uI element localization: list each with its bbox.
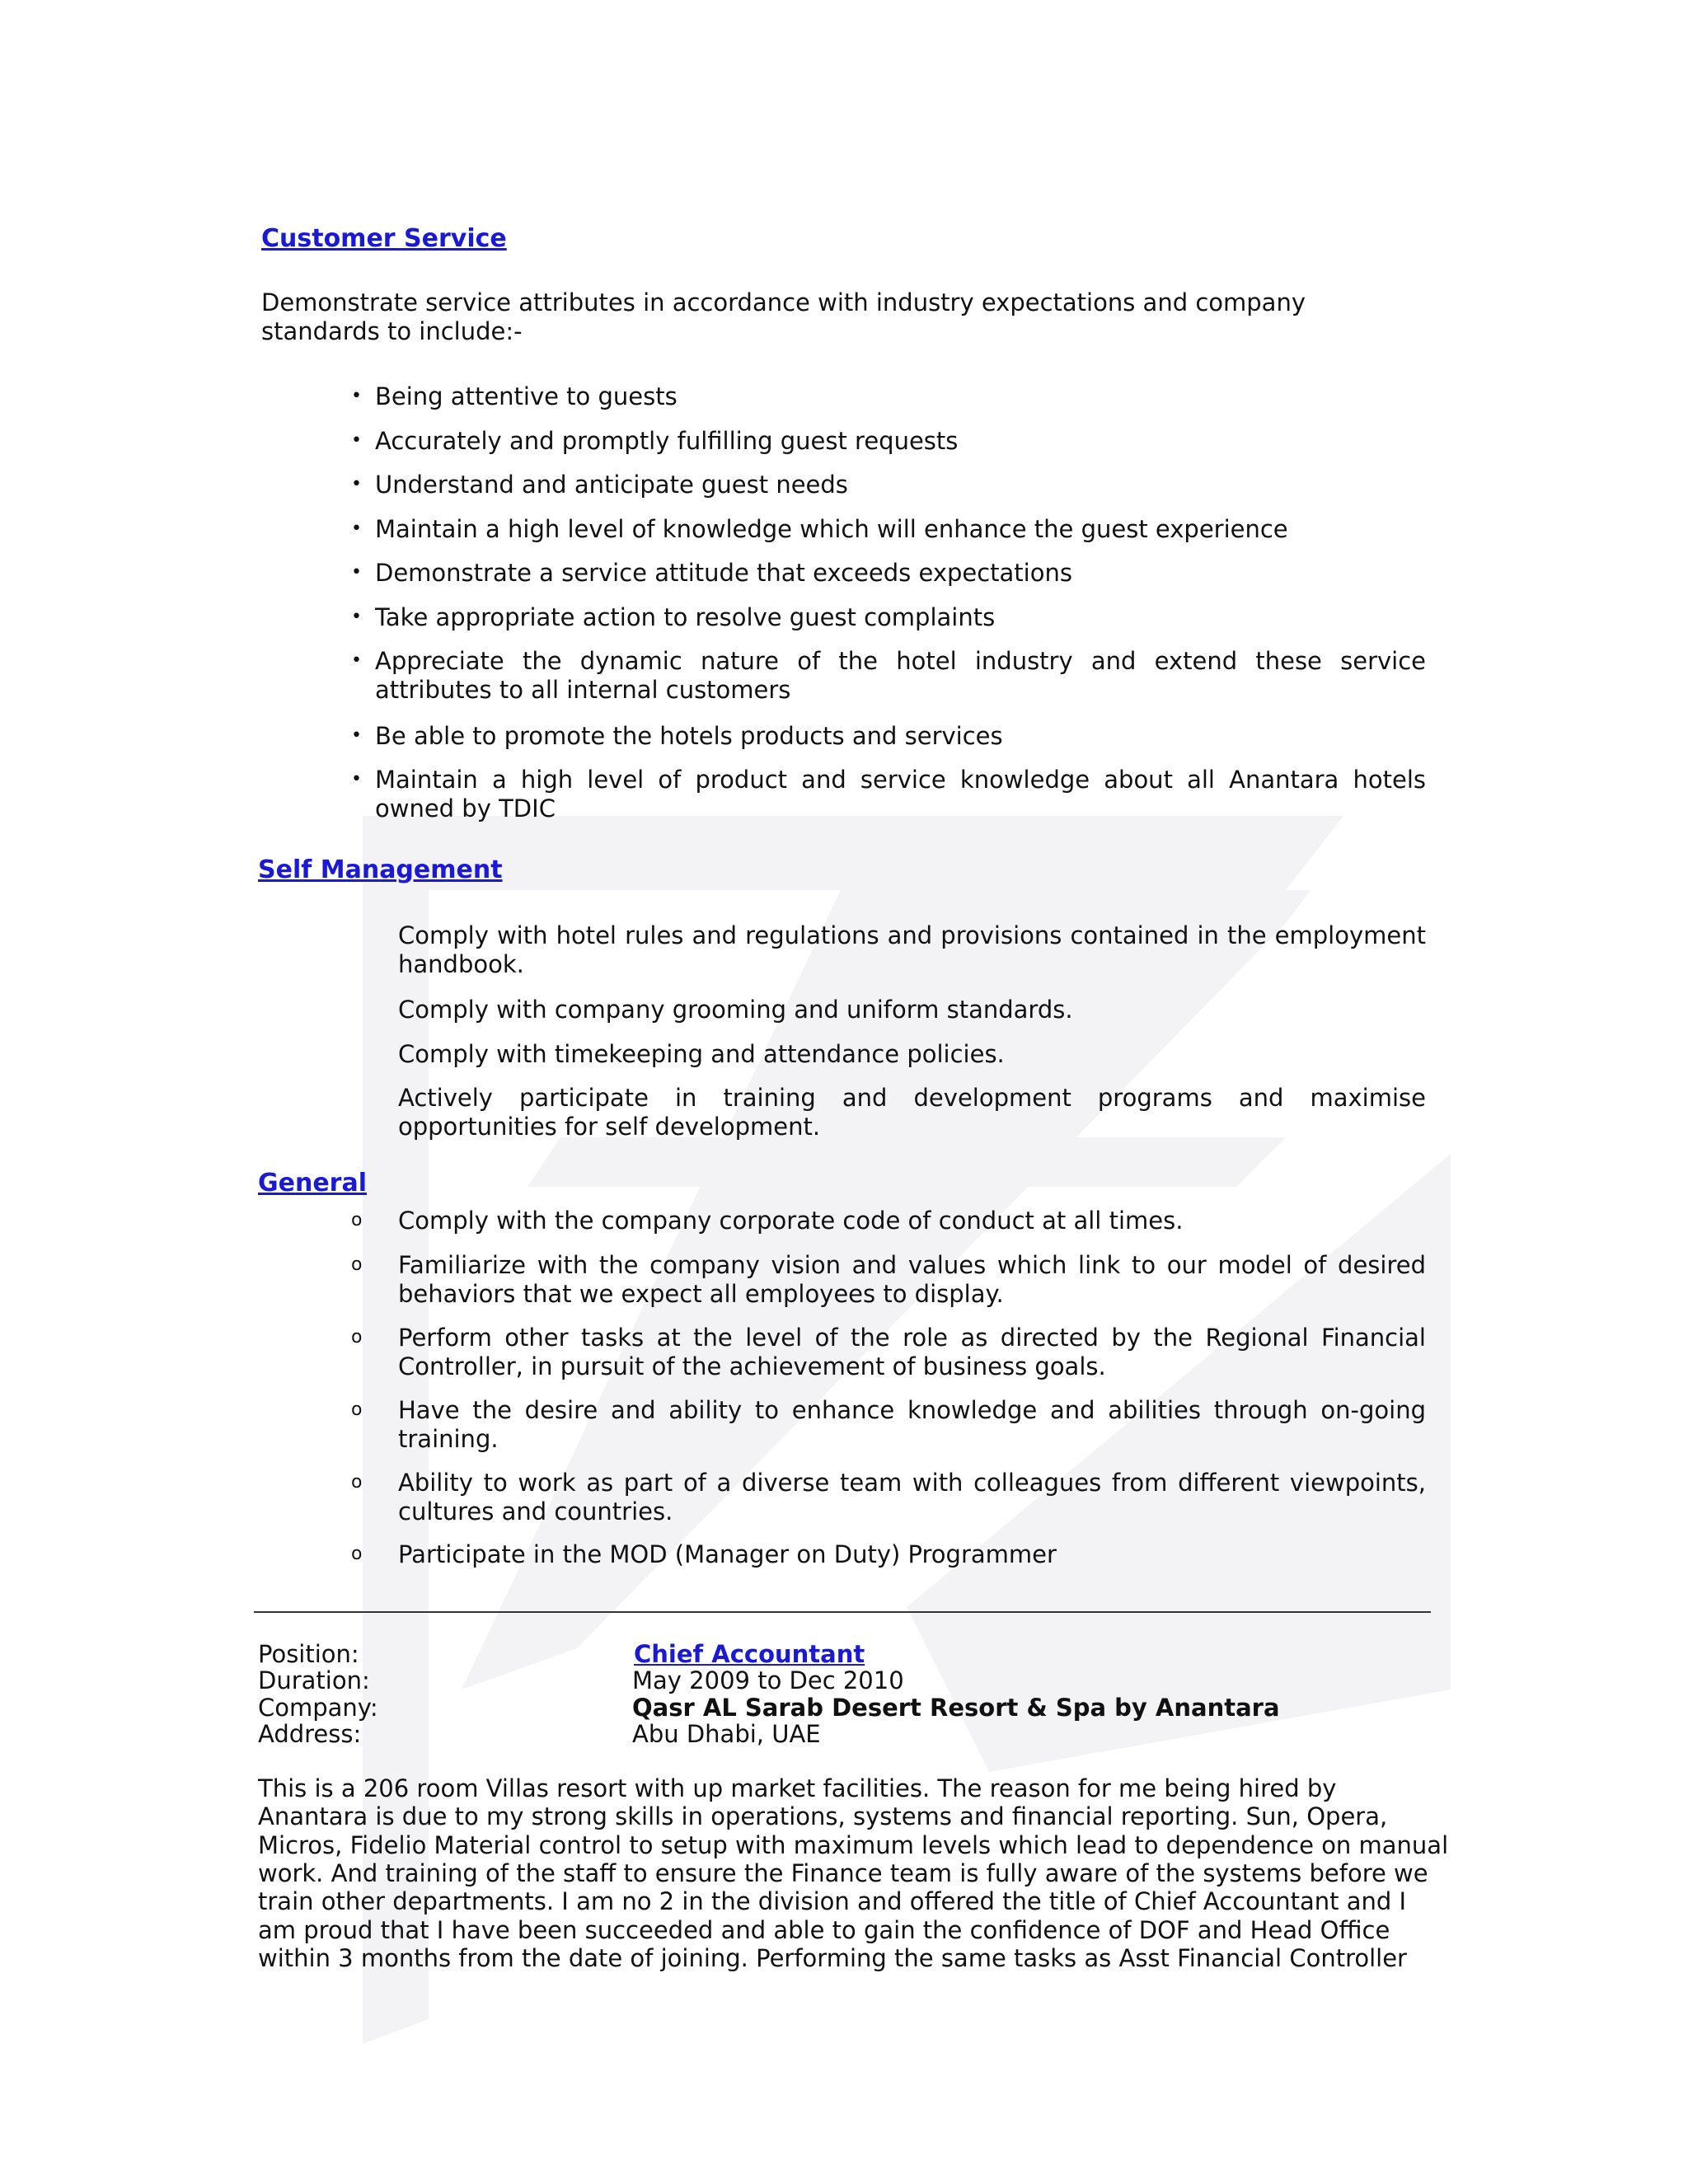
duration-value: May 2009 to Dec 2010 bbox=[632, 1666, 904, 1694]
customer-service-item-text: Appreciate the dynamic nature of the hotel industry and extend these service attributes to all internal customers bbox=[375, 647, 1426, 704]
self-management-item-text: Comply with timekeeping and attendance policies. bbox=[398, 1040, 1005, 1068]
bullet-marker: o bbox=[351, 1399, 363, 1420]
general-item-text: Familiarize with the company vision and values which link to our model of desired behaviors that we expect all employees to display. bbox=[398, 1251, 1426, 1308]
job-description-line: within 3 months from the date of joining. Performing the same tasks as Asst Financial Controller bbox=[258, 1943, 1407, 1972]
self-management-item-text: Comply with company grooming and uniform standards. bbox=[398, 996, 1073, 1024]
general-item-text: Comply with the company corporate code of conduct at all times. bbox=[398, 1207, 1184, 1235]
general-item-text: Participate in the MOD (Manager on Duty) Programmer bbox=[398, 1540, 1057, 1568]
bullet-marker: o bbox=[351, 1210, 363, 1230]
bullet-marker: • bbox=[351, 769, 362, 790]
customer-service-item-text: Demonstrate a service attitude that exceeds expectations bbox=[375, 559, 1072, 587]
bullet-marker: o bbox=[351, 1327, 363, 1347]
bullet-marker: • bbox=[351, 430, 362, 451]
customer-service-intro: Demonstrate service attributes in accordance with industry expectations and company standards to include:- bbox=[261, 288, 1306, 345]
company-value: Qasr AL Sarab Desert Resort & Spa by Anantara bbox=[632, 1694, 1280, 1722]
bullet-marker: • bbox=[351, 607, 362, 627]
bullet-marker: • bbox=[351, 518, 362, 539]
job-description-line: This is a 206 room Villas resort with up market facilities. The reason for me being hired by bbox=[258, 1774, 1337, 1802]
bullet-marker: • bbox=[351, 650, 362, 671]
customer-service-item-text: Take appropriate action to resolve guest complaints bbox=[375, 603, 996, 631]
job-description-line: Micros, Fidelio Material control to setup with maximum levels which lead to dependence on manual bbox=[258, 1830, 1449, 1859]
customer-service-heading[interactable]: Customer Service bbox=[261, 224, 507, 253]
bullet-marker: • bbox=[351, 386, 362, 406]
self-management-heading[interactable]: Self Management bbox=[258, 855, 503, 884]
self-management-item-text: Actively participate in training and development programs and maximise opportunities for self development. bbox=[398, 1084, 1426, 1141]
section-divider bbox=[254, 1611, 1431, 1613]
general-item-text: Ability to work as part of a diverse team with colleagues from different viewpoints, cultures and countries. bbox=[398, 1469, 1426, 1526]
job-description-line: train other departments. I am no 2 in the division and offered the title of Chief Accountant and I bbox=[258, 1887, 1407, 1916]
job-description-line: Anantara is due to my strong skills in operations, systems and financial reporting. Sun, Opera, bbox=[258, 1802, 1388, 1831]
customer-service-item-text: Be able to promote the hotels products and services bbox=[375, 722, 1003, 750]
self-management-item-text: Comply with hotel rules and regulations and provisions contained in the employment handbook. bbox=[398, 921, 1426, 978]
customer-service-item-text: Maintain a high level of product and service knowledge about all Anantara hotels owned by TDIC bbox=[375, 766, 1426, 823]
bullet-marker: • bbox=[351, 725, 362, 746]
general-item-text: Perform other tasks at the level of the role as directed by the Regional Financial Controller, in pursuit of the achievement of business goals. bbox=[398, 1324, 1426, 1380]
customer-service-item-text: Accurately and promptly fulfilling guest requests bbox=[375, 427, 959, 455]
company-label: Company: bbox=[258, 1694, 378, 1722]
job-description-line: work. And training of the staff to ensure the Finance team is fully aware of the systems before we bbox=[258, 1858, 1428, 1887]
duration-label: Duration: bbox=[258, 1666, 370, 1694]
general-item-text: Have the desire and ability to enhance knowledge and abilities through on-going training. bbox=[398, 1396, 1426, 1453]
bullet-marker: o bbox=[351, 1544, 363, 1564]
bullet-marker: • bbox=[351, 562, 362, 583]
address-value: Abu Dhabi, UAE bbox=[632, 1720, 821, 1748]
position-value[interactable]: Chief Accountant bbox=[634, 1640, 865, 1668]
bullet-marker: • bbox=[351, 474, 362, 494]
bullet-marker: o bbox=[351, 1254, 363, 1275]
customer-service-item-text: Understand and anticipate guest needs bbox=[375, 471, 848, 499]
customer-service-item-text: Being attentive to guests bbox=[375, 382, 678, 410]
bullet-marker: o bbox=[351, 1472, 363, 1493]
position-label: Position: bbox=[258, 1640, 359, 1668]
job-description-line: am proud that I have been succeeded and able to gain the confidence of DOF and Head Office bbox=[258, 1915, 1390, 1944]
general-heading[interactable]: General bbox=[258, 1169, 367, 1197]
customer-service-item-text: Maintain a high level of knowledge which will enhance the guest experience bbox=[375, 515, 1288, 543]
address-label: Address: bbox=[258, 1720, 362, 1748]
